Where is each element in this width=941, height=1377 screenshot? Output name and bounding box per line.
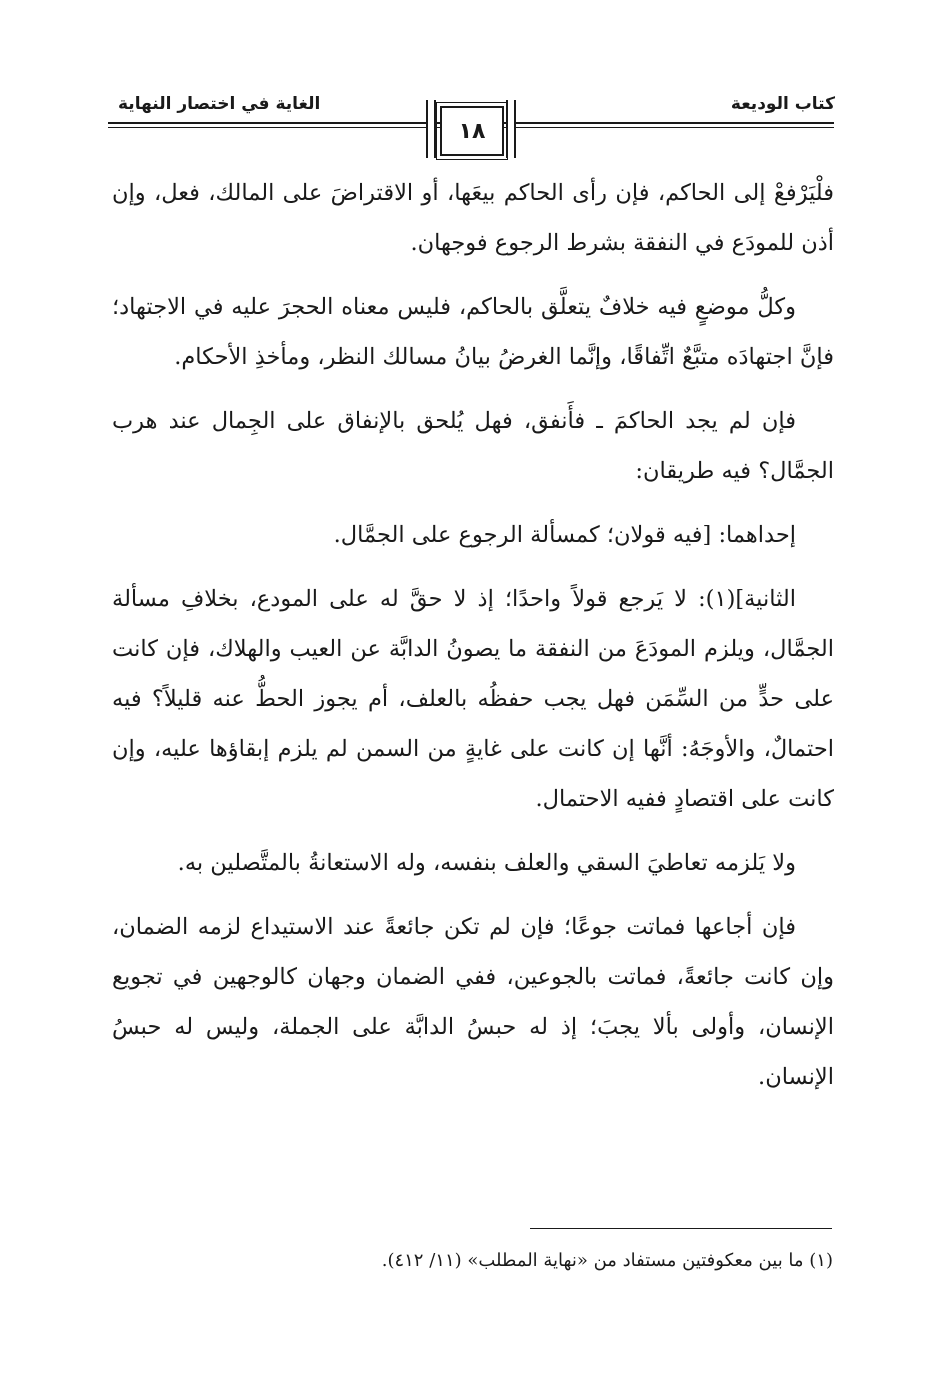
paragraph: فإن أجاعها فماتت جوعًا؛ فإن لم تكن جائعةً عند الاستيداع لزمه الضمان، وإن كانت جائعةً، فماتت بالجوعين، ففي الضمان وجهان كالوجهين في تجويع الإنسان، وأولى بألا يجبَ؛ إذ له حبسُ الدابَّة على الجملة، وليس له حبسُ الإنسان.	[112, 914, 834, 1090]
book-title: الغاية في اختصار النهاية	[118, 94, 321, 114]
paragraph: الثانية](١): لا يَرجع قولاً واحدًا؛ إذ لا حقَّ له على المودع، بخلافِ مسألة الجمَّال، ويلزم المودَعَ من النفقة ما يصونُ الدابَّة عن العيب والهلاك، فإن كانت على حدٍّ من السِّمَن فهل يجب حفظُه بالعلف، أم يجوز الحطُّ عنه قليلاً؟ فيه احتمالٌ، والأوجَهُ: أنَّها إن كانت على غايةٍ من السمن لم يلزم إبقاؤها عليه، وإن كانت على اقتصادٍ ففيه الاحتمال.	[112, 586, 834, 812]
page-body	[112, 168, 834, 1116]
paragraph: ولا يَلزمه تعاطيَ السقي والعلف بنفسه، وله الاستعانةُ بالمتَّصلين به.	[177, 850, 796, 876]
ornament-left-pillar	[426, 100, 436, 158]
footnote-separator	[530, 1228, 832, 1229]
paragraph: إحداهما: [فيه قولان؛ كمسألة الرجوع على الجمَّال.	[333, 522, 796, 548]
ornament-right-pillar	[506, 100, 516, 158]
page-header	[0, 0, 941, 160]
paragraph: وكلُّ موضعٍ فيه خلافٌ يتعلَّق بالحاكم، فليس معناه الحجرَ عليه في الاجتهاد؛ فإنَّ اجتهادَه متبَّعٌ اتِّفاقًا، وإنَّما الغرضُ بيانُ مسالك النظر، ومأخذِ الأحكام.	[112, 294, 834, 370]
page-number: ١٨	[440, 106, 504, 156]
chapter-title: كتاب الوديعة	[730, 94, 835, 114]
footnote: (١) ما بين معكوفتين مستفاد من «نهاية المطلب» (١١/ ٤١٢).	[381, 1250, 833, 1271]
paragraph: فإن لم يجد الحاكمَ ـ فأَنفق، فهل يُلحق بالإنفاق على الجِمال عند هرب الجمَّال؟ فيه طريقان:	[112, 408, 834, 484]
paragraph: فلْيَرْفعْ إلى الحاكم، فإن رأى الحاكم بيعَها، أو الاقتراضَ على المالك، فعل، وإن أذن للمودَع في النفقة بشرط الرجوع فوجهان.	[112, 180, 834, 256]
